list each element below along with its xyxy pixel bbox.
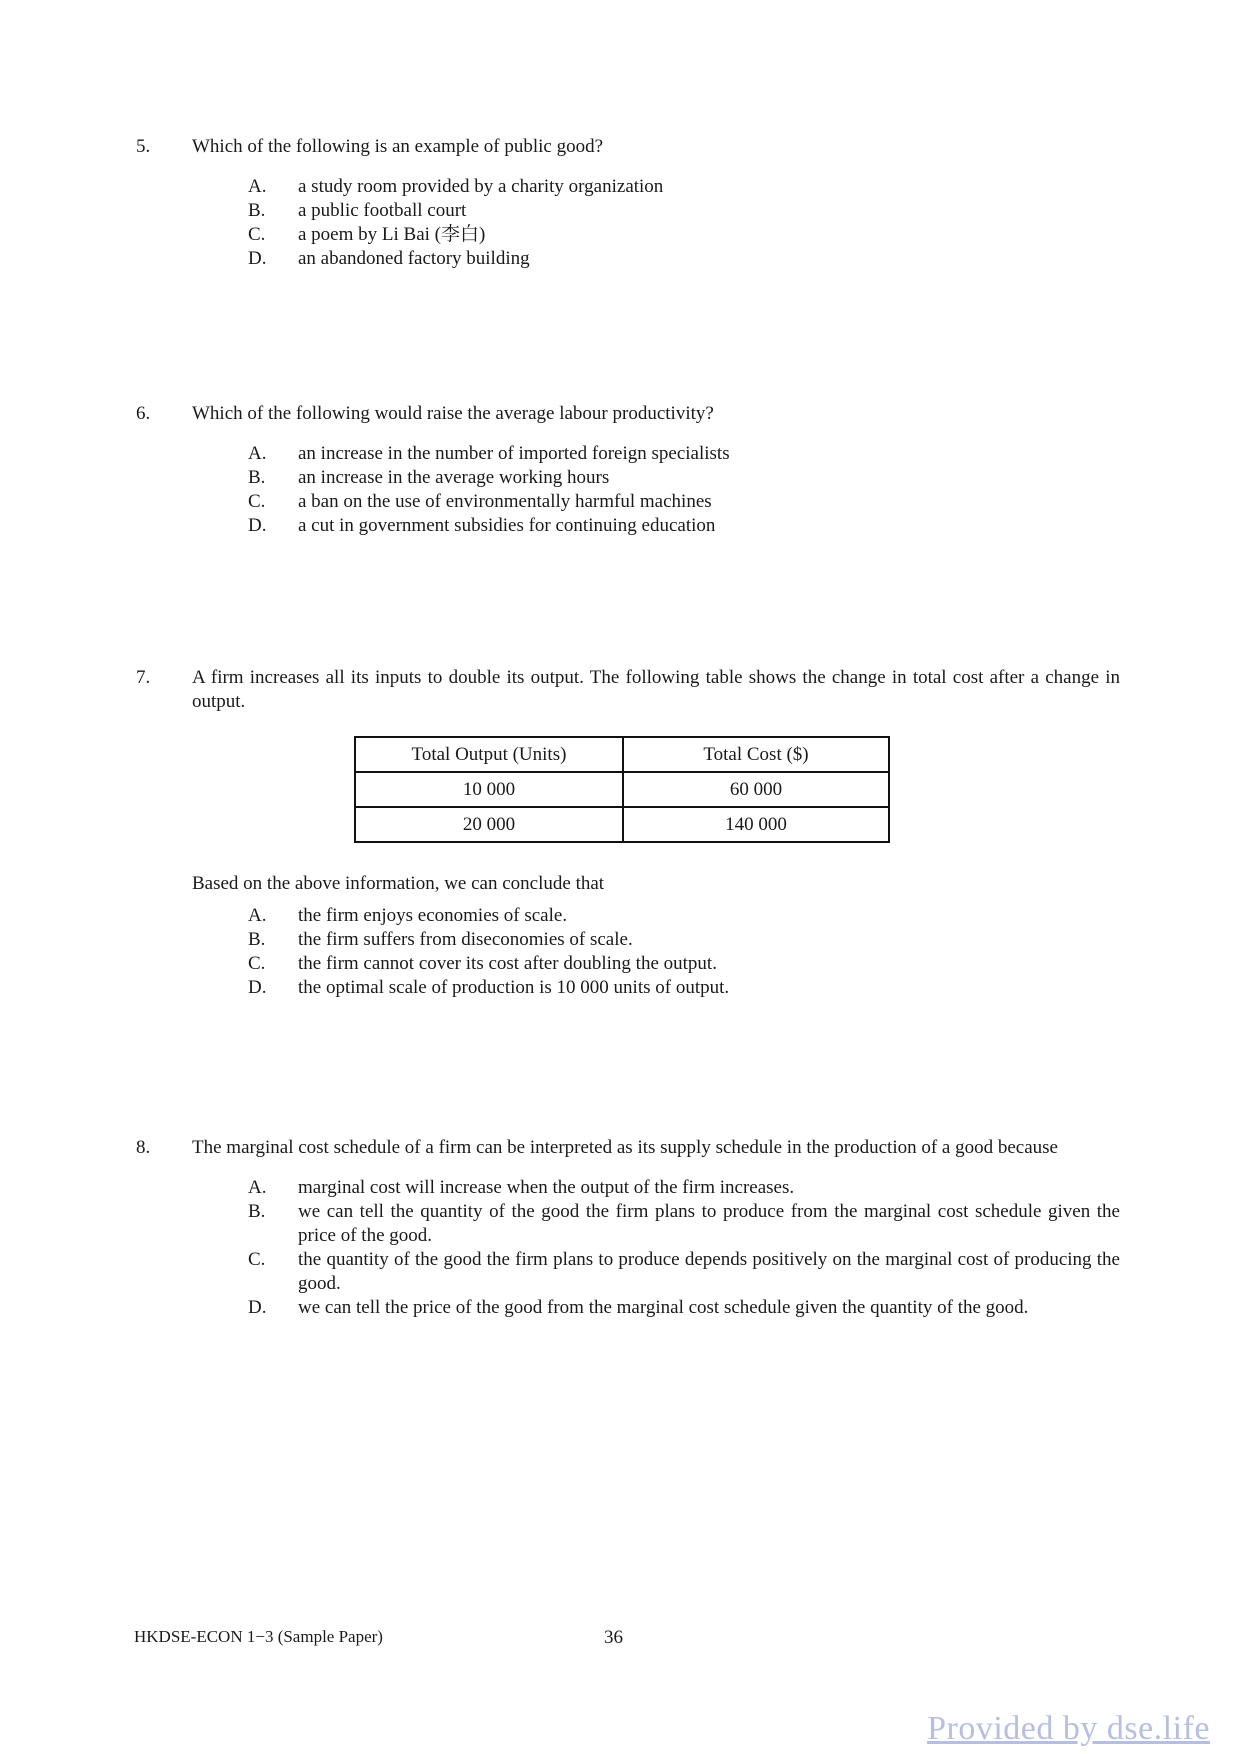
option-b: B. a public football court (248, 200, 467, 221)
option-d: D. an abandoned factory building (248, 248, 530, 269)
question-7 (136, 666, 1120, 714)
question-number: 5. (136, 136, 151, 157)
table-header-cell: Total Output (Units) (355, 737, 623, 772)
option-c: C. a poem by Li Bai (李白) (248, 224, 486, 245)
question-text: A firm increases all its inputs to double its output. The following table shows the change in total cost after a change in output. (192, 667, 1120, 712)
option-c: C. the firm cannot cover its cost after doubling the output. (248, 953, 717, 974)
option-d: D. a cut in government subsidies for continuing education (248, 515, 716, 536)
question-text: The marginal cost schedule of a firm can be interpreted as its supply schedule in the production of a good because (192, 1137, 1058, 1158)
question-5 (136, 135, 1120, 271)
watermark-link[interactable]: Provided by dse.life (927, 1710, 1210, 1747)
option-d: D. we can tell the price of the good from the marginal cost schedule given the quantity of the good. (248, 1297, 1029, 1318)
table-cell: 20 000 (355, 807, 623, 842)
question-number: 7. (136, 667, 151, 688)
option-a: A. the firm enjoys economies of scale. (248, 905, 568, 926)
options-list (248, 1176, 1120, 1320)
conclusion-text: Based on the above information, we can conclude that (192, 873, 605, 894)
table-header-cell: Total Cost ($) (623, 737, 889, 772)
table-row (355, 772, 889, 807)
option-b: B. an increase in the average working hours (248, 467, 610, 488)
paper-code: HKDSE-ECON 1−3 (Sample Paper) (134, 1627, 383, 1646)
question-8 (136, 1136, 1120, 1320)
question-6 (136, 402, 1120, 538)
page-number: 36 (604, 1627, 623, 1648)
table-cell: 140 000 (623, 807, 889, 842)
option-b: B. we can tell the quantity of the good the firm plans to produce from the marginal cost schedule given the price of the good. (248, 1201, 1120, 1246)
option-a: A. a study room provided by a charity organization (248, 176, 664, 197)
option-c: C. the quantity of the good the firm plans to produce depends positively on the marginal cost of producing the good. (248, 1249, 1120, 1294)
option-d: D. the optimal scale of production is 10 000 units of output. (248, 977, 730, 998)
option-a: A. an increase in the number of imported foreign specialists (248, 443, 730, 464)
table-cell: 10 000 (355, 772, 623, 807)
option-a: A. marginal cost will increase when the output of the firm increases. (248, 1177, 795, 1198)
options-list (248, 442, 1120, 538)
table-row (355, 807, 889, 842)
option-c: C. a ban on the use of environmentally harmful machines (248, 491, 712, 512)
table-header-row (355, 737, 889, 772)
question-text: Which of the following is an example of public good? (192, 136, 604, 157)
cost-table (354, 736, 890, 843)
question-number: 6. (136, 403, 151, 424)
question-number: 8. (136, 1137, 151, 1158)
question-text: Which of the following would raise the average labour productivity? (192, 403, 714, 424)
option-b: B. the firm suffers from diseconomies of scale. (248, 929, 633, 950)
question-7-options (136, 904, 1120, 1000)
options-list (248, 904, 1120, 1000)
options-list (248, 175, 1120, 271)
table-cell: 60 000 (623, 772, 889, 807)
